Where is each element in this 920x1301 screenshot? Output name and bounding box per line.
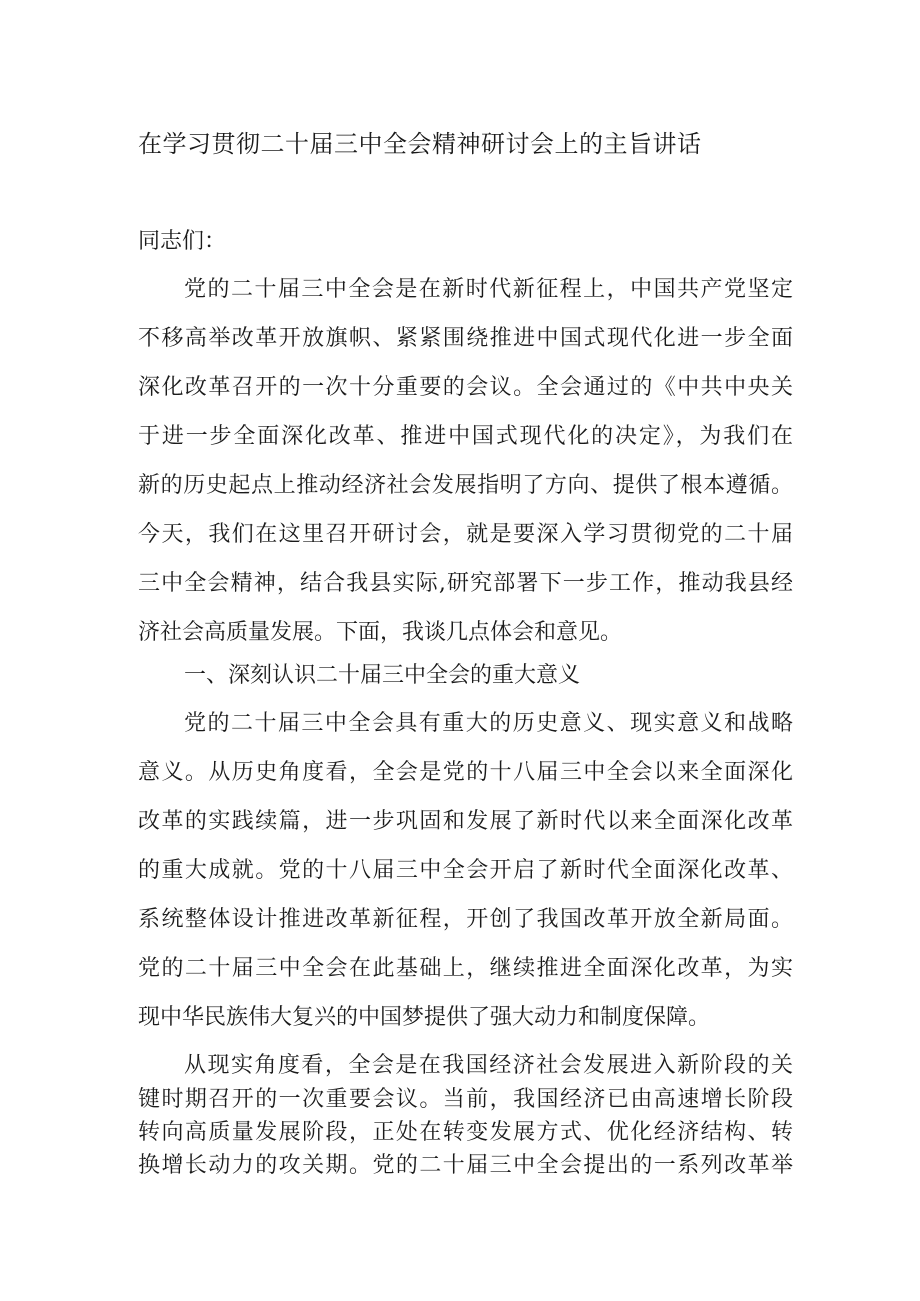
paragraph-2-line: 意义。从历史角度看，全会是党的十八届三中全会以来全面深化 [138,760,793,785]
paragraph-2-line: 党的二十届三中全会具有重大的历史意义、现实意义和战略 [184,711,793,736]
paragraph-2-line: 改革的实践续篇，进一步巩固和发展了新时代以来全面深化改革 [138,809,793,834]
paragraph-3-line: 键时期召开的一次重要会议。当前，我国经济已由高速增长阶段 [138,1087,793,1112]
document-title: 在学习贯彻二十届三中全会精神研讨会上的主旨讲话 [138,130,702,158]
paragraph-2-line: 现中华民族伟大复兴的中国梦提供了强大动力和制度保障。 [138,1005,711,1030]
paragraph-3-line: 转向高质量发展阶段，正处在转变发展方式、优化经济结构、转 [138,1120,793,1145]
paragraph-1-line: 三中全会精神，结合我县实际,研究部署下一步工作，推动我县经 [138,571,793,596]
paragraph-1-line: 党的二十届三中全会是在新时代新征程上，中国共产党坚定 [184,277,793,302]
paragraph-2-line: 的重大成就。党的十八届三中全会开启了新时代全面深化改革、 [138,858,793,883]
paragraph-1-line: 深化改革召开的一次十分重要的会议。全会通过的《中共中央关 [138,375,793,400]
paragraph-3-line: 从现实角度看，全会是在我国经济社会发展进入新阶段的关 [184,1053,793,1078]
section-heading-1: 一、深刻认识二十届三中全会的重大意义 [184,663,581,688]
paragraph-1-line: 今天，我们在这里召开研讨会，就是要深入学习贯彻党的二十届 [138,522,793,547]
greeting: 同志们： [138,229,227,254]
paragraph-1-line: 不移高举改革开放旗帜、紧紧围绕推进中国式现代化进一步全面 [138,326,793,351]
paragraph-1-line: 济社会高质量发展。下面，我谈几点体会和意见。 [138,620,623,645]
paragraph-2-line: 系统整体设计推进改革新征程，开创了我国改革开放全新局面。 [138,907,793,932]
paragraph-2-line: 党的二十届三中全会在此基础上，继续推进全面深化改革，为实 [138,956,793,981]
paragraph-1-line: 新的历史起点上推动经济社会发展指明了方向、提供了根本遵循。 [138,473,793,498]
paragraph-1-line: 于进一步全面深化改革、推进中国式现代化的决定》，为我们在 [138,424,793,449]
paragraph-3-line: 换增长动力的攻关期。党的二十届三中全会提出的一系列改革举 [138,1153,793,1178]
